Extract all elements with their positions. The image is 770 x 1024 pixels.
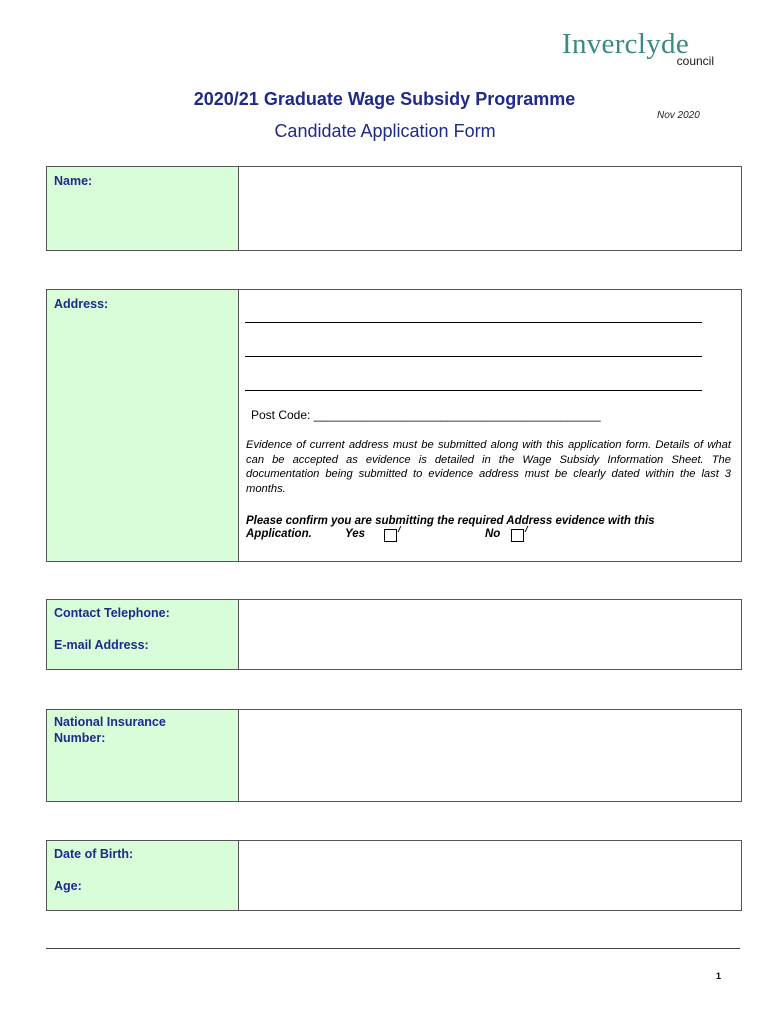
name-label: Name: — [54, 174, 93, 188]
no-label: No — [485, 528, 501, 540]
telephone-label: Contact Telephone: — [54, 606, 170, 620]
page-title: 2020/21 Graduate Wage Subsidy Programme — [193, 89, 576, 109]
email-label: E-mail Address: — [54, 638, 149, 652]
yes-checkbox[interactable] — [384, 529, 397, 542]
address-label: Address: — [54, 297, 109, 311]
address-confirm-text: Please confirm you are submitting the required Address evidence with this — [246, 515, 655, 527]
name-section — [46, 166, 742, 251]
ni-label: National Insurance Number: — [54, 715, 166, 745]
contact-section — [46, 599, 742, 670]
council-logo — [562, 28, 722, 72]
dob-field[interactable] — [239, 841, 741, 910]
dob-section — [46, 840, 742, 911]
no-checkbox[interactable] — [511, 529, 524, 542]
address-line-2[interactable] — [245, 356, 702, 357]
postcode-field[interactable]: Post Code: ___________________________________________ — [251, 408, 601, 422]
issue-date: Nov 2020 — [657, 110, 700, 121]
confirm-application-text: Application. — [246, 528, 312, 540]
name-label-cell — [47, 167, 239, 250]
address-section — [46, 289, 742, 562]
address-line-1[interactable] — [245, 322, 702, 323]
footer-divider — [46, 948, 740, 949]
address-line-3[interactable] — [245, 390, 702, 391]
contact-label-cell — [47, 600, 239, 669]
address-field[interactable] — [239, 290, 741, 561]
form-subtitle-wrap — [0, 121, 770, 142]
name-field[interactable] — [239, 167, 741, 250]
form-subtitle: Candidate Application Form — [274, 121, 496, 141]
age-label: Age: — [54, 879, 82, 893]
dob-label-cell — [47, 841, 239, 910]
ni-field[interactable] — [239, 710, 741, 801]
ni-label-cell — [47, 710, 239, 801]
page-title-wrap — [0, 89, 770, 110]
logo-wordmark: Inverclyde — [562, 28, 689, 60]
address-label-cell — [47, 290, 239, 561]
logo-subtitle: council — [676, 54, 714, 68]
address-evidence-note: Evidence of current address must be submitted along with this application form. Details of what can be accepted as evidence is detailed in the Wage Subsidy Information Sheet. The documentation being submitted to evidence address must be clearly dated within the last 3 months. — [246, 439, 731, 495]
dob-label: Date of Birth: — [54, 847, 134, 861]
yes-label: Yes — [345, 528, 366, 540]
ni-section — [46, 709, 742, 802]
page-number: 1 — [716, 971, 722, 981]
contact-field[interactable] — [239, 600, 741, 669]
